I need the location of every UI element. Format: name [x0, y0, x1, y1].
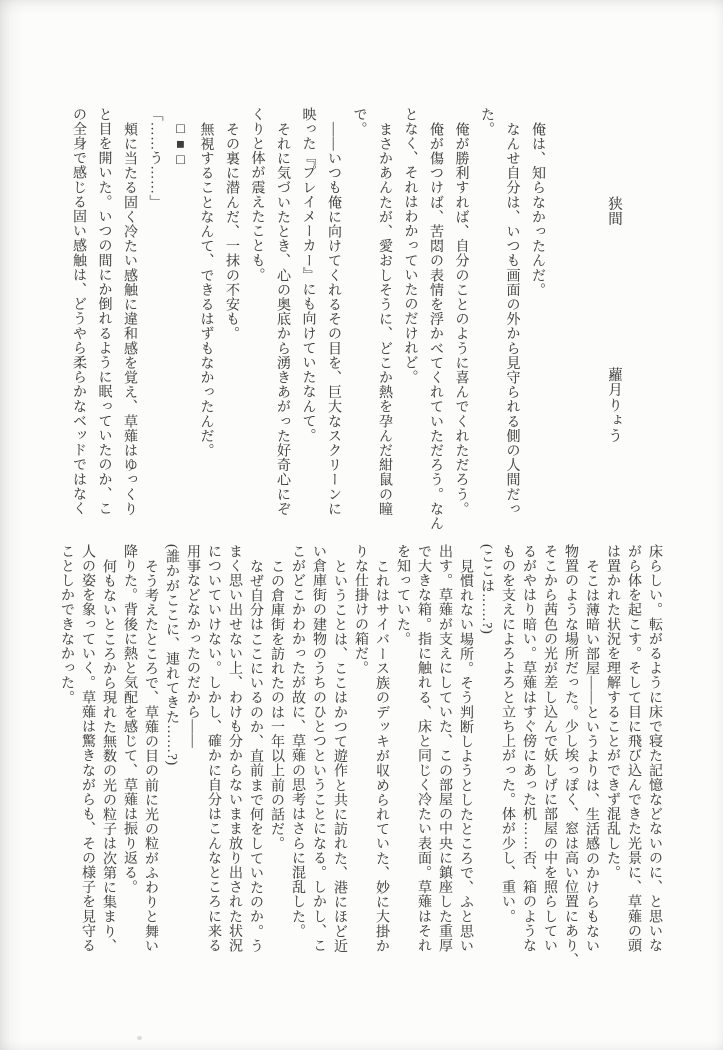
text-column: りな仕掛けの箱だ。: [353, 544, 368, 676]
text-column: となく、それはわかっていたのだけれど。: [402, 107, 418, 385]
text-column: がら体を起こす。そして目に飛び込んできた光景に、草薙の頭: [626, 544, 641, 953]
story-title: 狭間: [606, 196, 622, 227]
text-column: た。: [479, 107, 494, 137]
text-column: 無視することなんて、できるはずもなかったんだ。: [198, 121, 214, 458]
text-column: 用事などなかったのだから――: [185, 544, 200, 749]
text-column: 降りた。背後に熱と気配を感じて、草薙は振り返る。: [122, 544, 137, 895]
text-column: 俺は、知らなかったんだ。: [530, 121, 545, 297]
text-column: ものを支えによろよろと立ち上がった。体が少し、重い。: [500, 544, 515, 924]
thought-line: (誰かがここに、連れてきた……?): [164, 544, 179, 766]
text-column: まさかあんたが、愛おしそうに、どこか熱を孕んだ紺鼠の瞳: [377, 121, 392, 516]
text-column: 映った『プレイメーカー』にも向けていたなんて。: [300, 107, 316, 443]
text-column: を知っていた。: [395, 544, 410, 647]
text-column: くりと体が震えたことも。: [249, 107, 265, 283]
text-column: るがやはり暗い。草薙はすぐ傍にあった机……否、箱のような: [521, 544, 536, 953]
text-column: そこは薄暗い部屋――というよりは、生活感のかけらもない: [584, 558, 599, 953]
text-column: なんせ自分は、いつも画面の外から見守られる側の人間だっ: [504, 121, 520, 516]
dialogue-line: 「……う……」: [147, 107, 163, 210]
text-column: の全身で感じる固い感触は、どうやら柔らかなベッドではなく: [71, 107, 86, 516]
section-divider: □■□: [173, 121, 188, 169]
text-column: 何もないところから現れた無数の光の粒子は次第に集まり、: [101, 558, 116, 953]
text-column: 俺が傷つけば、苦悶の表情を浮かべてくれていただろう。なん: [428, 121, 443, 531]
text-column: ――いつも俺に向けてくれるその目を、巨大なスクリーンに: [326, 121, 341, 516]
text-column: その裏に潜んだ、一抹の不安も。: [224, 121, 239, 341]
text-column: 見慣れない場所。そう判断しようとしたところで、ふと思い: [458, 558, 473, 953]
text-column: についていけない。しかし、確かに自分はこんなところに来る: [206, 544, 221, 953]
top-text-band: [66, 107, 551, 535]
text-column: 人の姿を象っていく。草薙は驚きながらも、その様子を見守る: [80, 544, 95, 953]
text-column: 頬に当たる固く冷たい感触に違和感を覚え、草薙はゆっくり: [122, 121, 137, 516]
text-column: と目を開いた。いつの間にか倒れるように眠っていたのか、こ: [96, 107, 112, 516]
thought-line: (ここは……?): [479, 544, 494, 635]
text-column: ということは、ここはかつて遊作と共に訪れた、港にほど近: [332, 558, 347, 953]
text-column: 床らしい。転がるように床で寝た記憶などないのに、と思いな: [647, 544, 662, 953]
text-column: で大きな箱。指に触れる、床と同じく冷たい表面。草薙はそれ: [416, 544, 431, 953]
text-column: で。: [351, 107, 367, 137]
text-column: そう考えたところで、草薙の目の前に光の粒がふわりと舞い: [143, 558, 158, 953]
scan-speck: [137, 1036, 142, 1040]
text-column: 物置のような場所だった。少し埃っぽく、窓は高い位置にあり、: [563, 544, 578, 968]
text-column: い倉庫街の建物のうちのひとつということになる。しかし、こ: [311, 544, 326, 953]
text-column: そこから茜色の光が差し込んで妖しげに部屋の中を照らしてい: [542, 544, 557, 953]
text-column: まく思い出せない上、わけも分からないまま放り出された状況: [227, 544, 242, 953]
text-column: ことしかできなかった。: [59, 544, 74, 705]
text-column: この倉庫街を訪れたのは一年以上前の話だ。: [269, 558, 284, 851]
text-column: は置かれた状況を理解することができず混乱した。: [605, 544, 620, 880]
bottom-text-band: [56, 544, 665, 972]
text-column: 出す。草薙が支えにしていた、この部屋の中央に鎮座した重厚: [437, 544, 452, 953]
text-column: それに気づいたとき、心の奥底から湧きあがった好奇心にぞ: [275, 121, 290, 516]
text-column: 俺が勝利すれば、自分のことのように喜んでくれただろう。: [453, 121, 469, 516]
text-column: こがどこかわかったが故に、草薙の思考はさらに混乱した。: [290, 544, 305, 939]
text-column: これはサイバース族のデッキが収められていた、妙に大掛か: [374, 558, 389, 953]
text-column: なぜ自分はここにいるのか、直前まで何をしていたのか。う: [248, 558, 263, 953]
story-author: 蘿月りょう: [606, 367, 622, 444]
